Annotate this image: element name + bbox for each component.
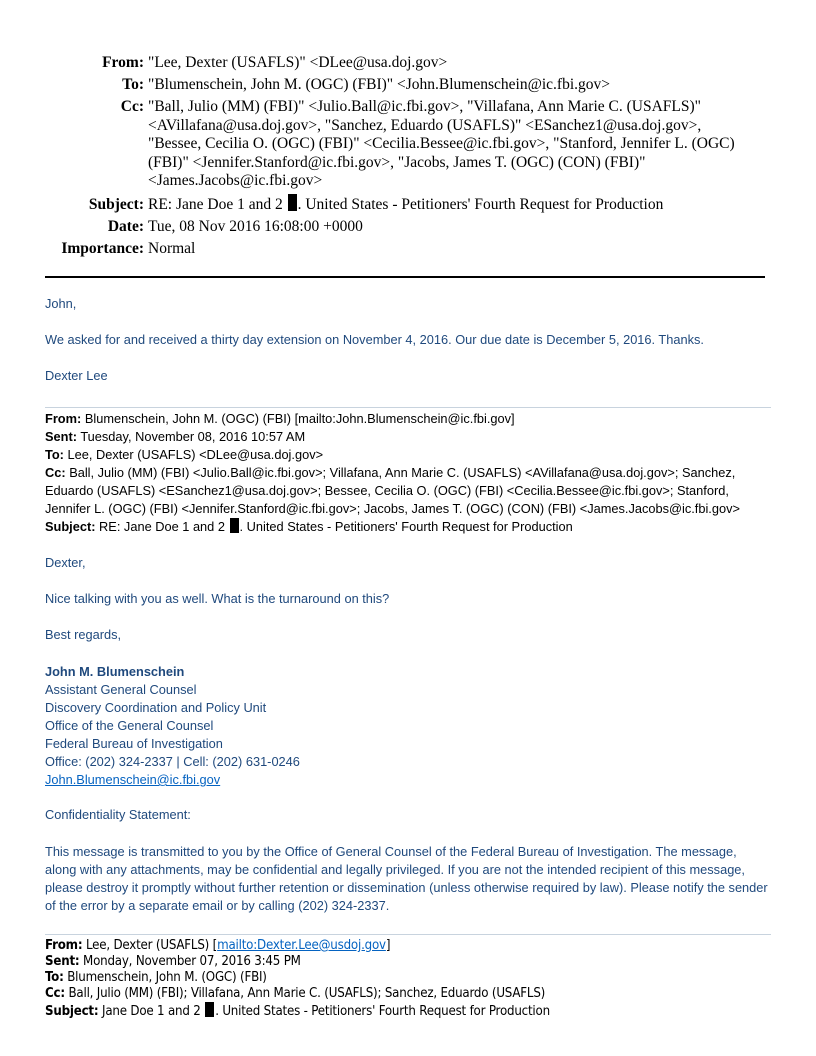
subject-text-end: . United States - Petitioners' Fourth Request for Production [297,195,664,213]
quoted-divider-1 [45,407,771,408]
quoted2-sent-value: Monday, November 07, 2016 3:45 PM [83,954,301,969]
reply-greeting: John, [45,296,77,311]
cc-value [148,96,770,194]
quoted2-from-row [45,938,770,954]
quoted-from-label: From: [45,411,82,426]
header-cc-row [40,96,770,194]
cc-line: <AVillafana@usa.doj.gov>, "Sanchez, Eduardo (USAFLS)" <ESanchez1@usa.doj.gov>, [148,116,702,134]
header-importance-row [40,238,770,260]
cc-line: "Bessee, Cecilia O. (OGC) (FBI)" <Cecilia.Bessee@ic.fbi.gov>, "Stanford, Jennifer L. (OGC) [148,135,735,152]
quoted2-subject-end: . United States - Petitioners' Fourth Request for Production [215,1004,550,1019]
signature-unit: Discovery Coordination and Policy Unit [45,700,267,715]
reply-signature: Dexter Lee [45,368,108,383]
quoted2-to-value: Blumenschein, John M. (OGC) (FBI) [67,970,267,985]
confidentiality-heading: Confidentiality Statement: [45,807,191,822]
header-to-row [40,74,770,96]
quoted2-from-label: From: [45,938,83,953]
header-from-row [40,52,770,74]
quoted2-sent-row [45,954,770,970]
header-date-row [40,216,770,238]
quoted2-subject-row [45,1002,770,1020]
quoted-subject-end: . United States - Petitioners' Fourth Request for Production [239,519,573,534]
quoted-cc-row [45,464,770,518]
subject-text-start: RE: Jane Doe 1 and 2 [148,195,283,213]
signature-phone: Office: (202) 324-2337 | Cell: (202) 631-0246 [45,754,300,769]
confidentiality-text: This message is transmitted to you by the Office of General Counsel of the Federal Bureau of Investigation. The message, along with any attachments, may be confidential and legally privileged. If you are not the intended recipient of this message, please destroy it promptly without further retention or dissemination (unless otherwise required by law). Please notify the sender of the error by a separate email or by calling (202) 324-2337. [45,844,768,913]
to-label: To: [122,76,144,93]
quoted-subject-row [45,518,770,536]
cc-label: Cc: [120,98,144,115]
quoted-header-2 [45,938,770,1020]
signature-office: Office of the General Counsel [45,718,214,733]
importance-label: Importance: [61,239,144,257]
redaction-block [288,194,297,211]
quoted-cc-label: Cc: [45,465,66,480]
quoted2-subject-label: Subject: [45,1004,99,1019]
cc-line: (FBI)" <Jennifer.Stanford@ic.fbi.gov>, "Jacobs, James T. (OGC) (CON) (FBI)" [148,153,646,171]
importance-value: Normal [148,239,196,257]
header-subject-row [40,194,770,216]
quoted-sent-label: Sent: [45,429,77,444]
signature-name: John M. Blumenschein [45,664,185,679]
quoted2-subject-start: Jane Doe 1 and 2 [102,1004,201,1019]
redaction-block [205,1002,214,1017]
quoted2-to-label: To: [45,970,64,985]
quoted2-from-name: Lee, Dexter (USAFLS) [ [85,938,218,953]
quoted-from-value: Blumenschein, John M. (OGC) (FBI) [mailto:John.Blumenschein@ic.fbi.gov] [84,411,515,426]
quoted-to-label: To: [45,447,64,462]
date-label: Date: [107,217,144,235]
quoted-subject-label: Subject: [45,519,96,534]
subject-label: Subject: [88,195,144,213]
quoted2-cc-value: Ball, Julio (MM) (FBI); Villafana, Ann Marie C. (USAFLS); Sanchez, Eduardo (USAFLS) [68,986,546,1001]
quoted2-mailto-link[interactable]: mailto:Dexter.Lee@usdoj.gov [217,938,386,953]
quoted2-cc-row [45,986,770,1002]
quoted2-to-row [45,970,770,986]
quoted-cc-value: Ball, Julio (MM) (FBI) <Julio.Ball@ic.fbi.gov>; Villafana, Ann Marie C. (USAFLS) <AVillafana@usa.doj.gov>; Sanchez, Eduardo (USAFLS) <ESanchez1@usa.doj.gov>; Bessee, Cecilia O. (OGC) (FBI) <Cecilia.Bessee@ic.fbi.gov>; Stanford, Jennifer L. (OGC) (FBI) <Jennifer.Stanford@ic.fbi.gov>; Jacobs, James T. (OGC) (CON) (FBI) <James.Jacobs@ic.fbi.gov> [45,465,740,516]
subject-value [148,194,770,216]
from-label: From: [102,54,144,71]
signature-email-link[interactable]: John.Blumenschein@ic.fbi.gov [45,772,221,787]
date-value: Tue, 08 Nov 2016 16:08:00 +0000 [148,217,363,235]
cc-line: "Ball, Julio (MM) (FBI)" <Julio.Ball@ic.fbi.gov>, "Villafana, Ann Marie C. (USAFLS)" [148,98,701,115]
quoted-divider-2 [45,934,771,935]
quoted-to-row [45,446,770,464]
quoted-header-1 [45,410,770,536]
quoted2-from-close: ] [385,938,391,953]
header-divider [45,276,765,278]
quoted2-cc-label: Cc: [45,986,65,1001]
quoted-sent-row [45,428,770,446]
quoted-greeting: Dexter, [45,555,86,570]
signature-title: Assistant General Counsel [45,682,197,697]
quoted-message: Nice talking with you as well. What is the turnaround on this? [45,591,390,606]
signature-org: Federal Bureau of Investigation [45,736,223,751]
email-header [40,52,770,260]
cc-line: <James.Jacobs@ic.fbi.gov> [148,172,323,189]
to-value: "Blumenschein, John M. (OGC) (FBI)" <John.Blumenschein@ic.fbi.gov> [148,76,611,93]
quoted-subject-start: RE: Jane Doe 1 and 2 [99,519,225,534]
quoted-closing: Best regards, [45,627,122,642]
quoted2-sent-label: Sent: [45,954,80,969]
quoted-sent-value: Tuesday, November 08, 2016 10:57 AM [80,429,306,444]
redaction-block [230,518,239,533]
quoted-to-value: Lee, Dexter (USAFLS) <DLee@usa.doj.gov> [67,447,324,462]
reply-message: We asked for and received a thirty day extension on November 4, 2016. Our due date is December 5, 2016. Thanks. [45,332,704,347]
from-value: "Lee, Dexter (USAFLS)" <DLee@usa.doj.gov> [148,54,448,71]
quoted-from-row [45,410,770,428]
signature-block [45,663,300,789]
